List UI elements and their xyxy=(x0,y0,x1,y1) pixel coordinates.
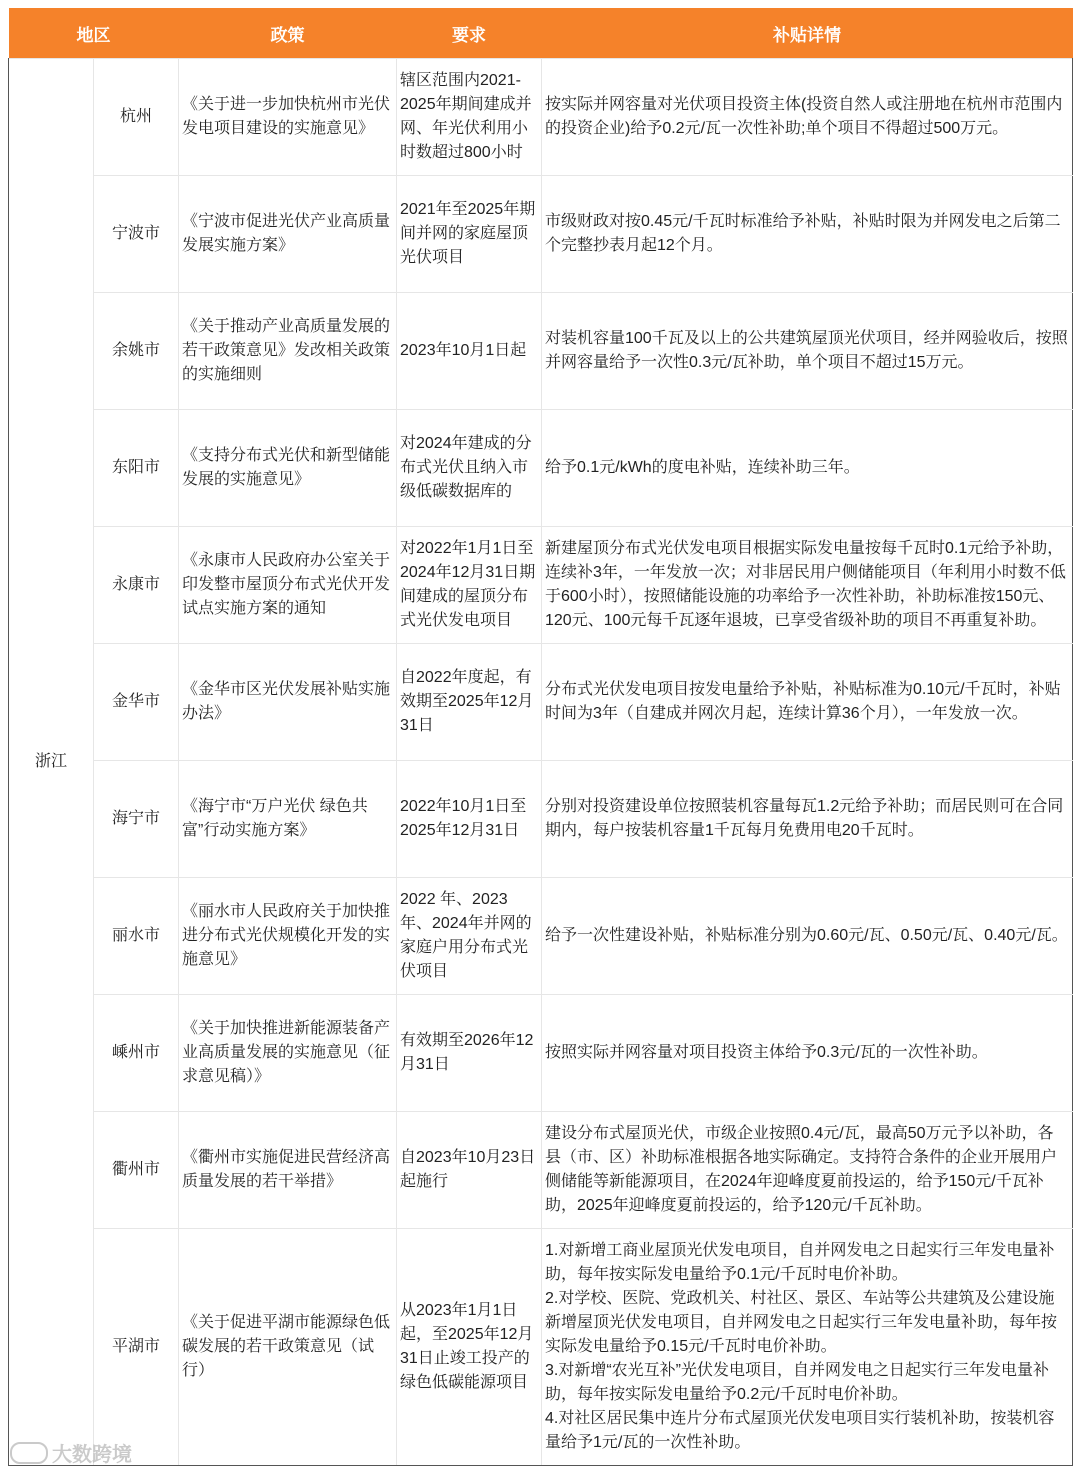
detail-cell: 对装机容量100千瓦及以上的公共建筑屋顶光伏项目，经并网验收后，按照并网容量给予一次性0.3元/瓦补助，单个项目不超过15万元。 xyxy=(542,293,1073,410)
table-row xyxy=(9,1112,1073,1229)
detail-cell: 给予0.1元/kWh的度电补贴，连续补助三年。 xyxy=(542,410,1073,527)
detail-cell: 市级财政对按0.45元/千瓦时标准给予补贴，补贴时限为并网发电之后第二个完整抄表月起12个月。 xyxy=(542,176,1073,293)
table-row xyxy=(9,176,1073,293)
requirement-cell: 有效期至2026年12月31日 xyxy=(397,995,542,1112)
detail-cell: 新建屋顶分布式光伏发电项目根据实际发电量按每千瓦时0.1元给予补助，连续补3年，一年发放一次；对非居民用户侧储能项目（年利用小时数不低于600小时），按照储能设施的功率给予一次性补助，补助标准按150元、120元、100元每千瓦逐年退坡，已享受省级补助的项目不再重复补助。 xyxy=(542,527,1073,644)
header-requirement: 要求 xyxy=(397,8,542,59)
requirement-cell: 辖区范围内2021-2025年期间建成并网、年光伏利用小时数超过800小时 xyxy=(397,59,542,176)
city-cell: 余姚市 xyxy=(94,293,179,410)
city-cell: 杭州 xyxy=(94,59,179,176)
policy-cell: 《金华市区光伏发展补贴实施办法》 xyxy=(179,644,397,761)
policy-cell: 《支持分布式光伏和新型储能发展的实施意见》 xyxy=(179,410,397,527)
requirement-cell: 2022年10月1日至2025年12月31日 xyxy=(397,761,542,878)
table-row xyxy=(9,995,1073,1112)
city-cell: 嵊州市 xyxy=(94,995,179,1112)
table-row xyxy=(9,1229,1073,1466)
table-row xyxy=(9,293,1073,410)
city-cell: 金华市 xyxy=(94,644,179,761)
watermark xyxy=(10,1438,132,1467)
header-region: 地区 xyxy=(9,8,179,59)
table-row xyxy=(9,527,1073,644)
policy-cell: 《衢州市实施促进民营经济高质量发展的若干举措》 xyxy=(179,1112,397,1229)
policy-cell: 《海宁市“万户光伏 绿色共富”行动实施方案》 xyxy=(179,761,397,878)
table-header xyxy=(9,8,1073,59)
requirement-cell: 2022 年、2023 年、2024年并网的家庭户用分布式光伏项目 xyxy=(397,878,542,995)
table-row xyxy=(9,59,1073,176)
policy-cell: 《关于加快推进新能源装备产业高质量发展的实施意见（征求意见稿）》 xyxy=(179,995,397,1112)
table-row xyxy=(9,878,1073,995)
table-row xyxy=(9,410,1073,527)
requirement-cell: 自2023年10月23日起施行 xyxy=(397,1112,542,1229)
requirement-cell: 对2022年1月1日至2024年12月31日期间建成的屋顶分布式光伏发电项目 xyxy=(397,527,542,644)
header-policy: 政策 xyxy=(179,8,397,59)
city-cell: 宁波市 xyxy=(94,176,179,293)
city-cell: 海宁市 xyxy=(94,761,179,878)
city-cell: 平湖市 xyxy=(94,1229,179,1466)
province-cell: 浙江 xyxy=(9,59,94,1466)
requirement-cell: 2023年10月1日起 xyxy=(397,293,542,410)
detail-cell: 按实际并网容量对光伏项目投资主体(投资自然人或注册地在杭州市范围内的投资企业)给予0.2元/瓦一次性补助;单个项目不得超过500万元。 xyxy=(542,59,1073,176)
policy-cell: 《丽水市人民政府关于加快推进分布式光伏规模化开发的实施意见》 xyxy=(179,878,397,995)
requirement-cell: 对2024年建成的分布式光伏且纳入市级低碳数据库的 xyxy=(397,410,542,527)
policy-cell: 《关于推动产业高质量发展的若干政策意见》发改相关政策的实施细则 xyxy=(179,293,397,410)
requirement-cell: 2021年至2025年期间并网的家庭屋顶光伏项目 xyxy=(397,176,542,293)
detail-cell: 建设分布式屋顶光伏，市级企业按照0.4元/瓦，最高50万元予以补助，各县（市、区）补助标准根据各地实际确定。支持符合条件的企业开展用户侧储能等新能源项目，在2024年迎峰度夏前投运的，给予150元/千瓦补助，2025年迎峰度夏前投运的，给予120元/千瓦补助。 xyxy=(542,1112,1073,1229)
policy-cell: 《宁波市促进光伏产业高质量发展实施方案》 xyxy=(179,176,397,293)
detail-cell: 给予一次性建设补贴，补贴标准分别为0.60元/瓦、0.50元/瓦、0.40元/瓦。 xyxy=(542,878,1073,995)
city-cell: 永康市 xyxy=(94,527,179,644)
policy-cell: 《关于促进平湖市能源绿色低碳发展的若干政策意见（试行） xyxy=(179,1229,397,1466)
policy-cell: 《关于进一步加快杭州市光伏发电项目建设的实施意见》 xyxy=(179,59,397,176)
detail-cell: 分布式光伏发电项目按发电量给予补贴，补贴标准为0.10元/千瓦时，补贴时间为3年（自建成并网次月起，连续计算36个月），一年发放一次。 xyxy=(542,644,1073,761)
detail-cell: 1.对新增工商业屋顶光伏发电项目，自并网发电之日起实行三年发电量补助，每年按实际发电量给予0.1元/千瓦时电价补助。 2.对学校、医院、党政机关、村社区、景区、车站等公共建筑及公建设施新增屋顶光伏发电项目，自并网发电之日起实行三年发电量补助，每年按实际发电量给予0.15元/千瓦时电价补助。 3.对新增“农光互补”光伏发电项目，自并网发电之日起实行三年发电量补助，每年按实际发电量给予0.2元/千瓦时电价补助。 4.对社区居民集中连片分布式屋顶光伏发电项目实行装机补助，按装机容量给予1元/瓦的一次性补助。 xyxy=(542,1229,1073,1466)
table-row xyxy=(9,761,1073,878)
detail-cell: 分别对投资建设单位按照装机容量每瓦1.2元给予补助；而居民则可在合同期内，每户按装机容量1千瓦每月免费用电20千瓦时。 xyxy=(542,761,1073,878)
table-row xyxy=(9,644,1073,761)
requirement-cell: 自2022年度起，有效期至2025年12月31日 xyxy=(397,644,542,761)
city-cell: 丽水市 xyxy=(94,878,179,995)
header-detail: 补贴详情 xyxy=(542,8,1073,59)
policy-table xyxy=(8,8,1073,1466)
detail-cell: 按照实际并网容量对项目投资主体给予0.3元/瓦的一次性补助。 xyxy=(542,995,1073,1112)
watermark-text: 大数跨境 xyxy=(52,1444,132,1466)
policy-cell: 《永康市人民政府办公室关于印发整市屋顶分布式光伏开发试点实施方案的通知 xyxy=(179,527,397,644)
watermark-logo-icon xyxy=(10,1442,48,1464)
city-cell: 东阳市 xyxy=(94,410,179,527)
requirement-cell: 从2023年1月1日起，至2025年12月31日止竣工投产的绿色低碳能源项目 xyxy=(397,1229,542,1466)
city-cell: 衢州市 xyxy=(94,1112,179,1229)
